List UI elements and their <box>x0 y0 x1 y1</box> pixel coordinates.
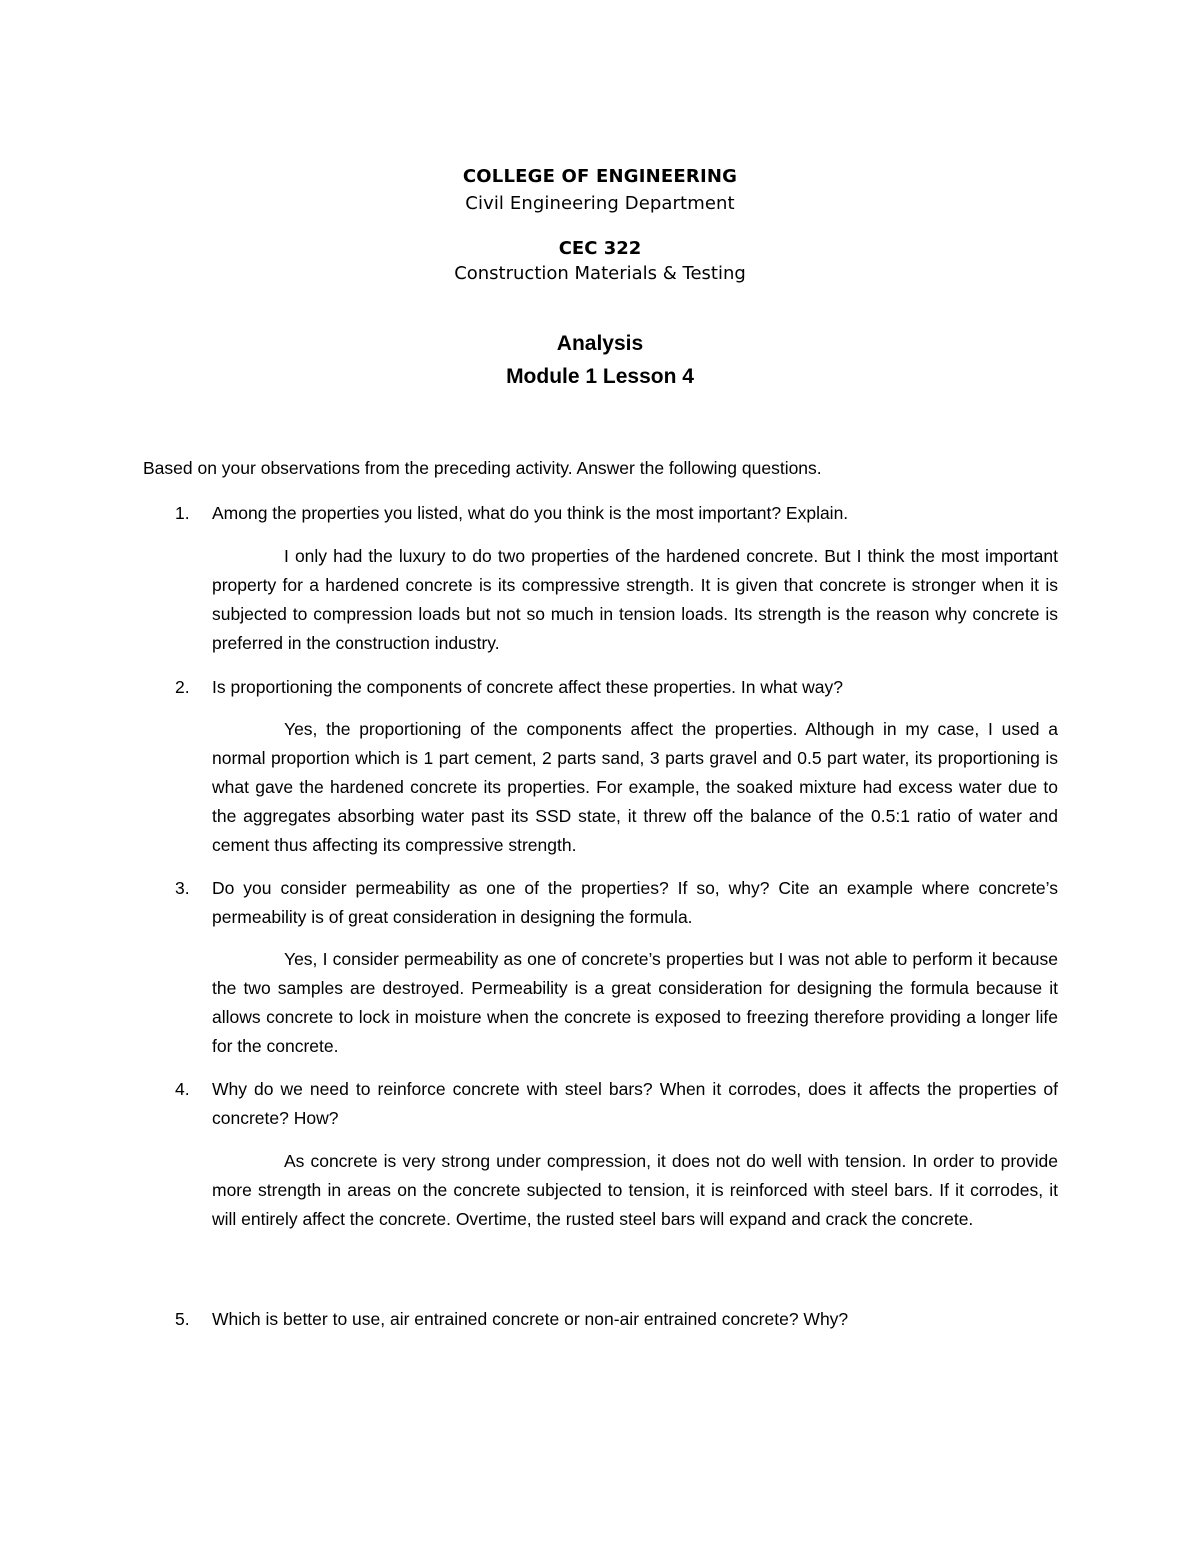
department-name: Civil Engineering Department <box>465 193 735 214</box>
document-subtitle: Module 1 Lesson 4 <box>506 365 694 388</box>
question-text: Which is better to use, air entrained concrete or non-air entrained concrete? Why? <box>212 1309 849 1329</box>
answer-text: I only had the luxury to do two properties of the hardened concrete. But I think the most important property for a hardened concrete is its compressive strength. It is given that concrete is stronger when it is subjected to compression loads but not so much in tension loads. Its strength is the reason why concrete is preferred in the construction industry. <box>212 546 1058 653</box>
question-text: Is proportioning the components of concrete affect these properties. In what way? <box>212 677 844 697</box>
question-number: 3. <box>175 878 190 898</box>
question-text: Why do we need to reinforce concrete with steel bars? When it corrodes, does it affects the properties of concrete? How? <box>212 1079 1058 1128</box>
document-title: Analysis <box>556 332 644 355</box>
answer-text: Yes, I consider permeability as one of concrete’s properties but I was not able to perform it because the two samples are destroyed. Permeability is a great consideration for designing the formula because it allows concrete to lock in moisture when the concrete is exposed to freezing therefore providing a longer life for the concrete. <box>212 949 1058 1056</box>
college-name: COLLEGE OF ENGINEERING <box>462 166 738 187</box>
question-number: 1. <box>175 503 190 523</box>
question-number: 4. <box>175 1079 190 1099</box>
course-code: CEC 322 <box>558 238 642 259</box>
answer-text: Yes, the proportioning of the components affect the properties. Although in my case, I used a normal proportion which is 1 part cement, 2 parts sand, 3 parts gravel and 0.5 part water, its proportioning is what gave the hardened concrete its properties. For example, the soaked mixture had excess water due to the aggregates absorbing water past its SSD state, it threw off the balance of the 0.5:1 ratio of water and cement thus affecting its compressive strength. <box>212 719 1058 855</box>
question-text: Among the properties you listed, what do you think is the most important? Explain. <box>212 503 849 523</box>
question-text: Do you consider permeability as one of the properties? If so, why? Cite an example where concrete’s permeability is of great consideration in designing the formula. <box>212 878 1058 927</box>
course-name: Construction Materials & Testing <box>454 263 746 284</box>
answer-text: As concrete is very strong under compression, it does not do well with tension. In order to provide more strength in areas on the concrete subjected to tension, it is reinforced with steel bars. If it corrodes, it will entirely affect the concrete. Overtime, the rusted steel bars will expand and crack the concrete. <box>212 1151 1058 1229</box>
question-number: 2. <box>175 677 190 697</box>
intro-text: Based on your observations from the preceding activity. Answer the following questions. <box>143 458 822 478</box>
question-number: 5. <box>175 1309 190 1329</box>
